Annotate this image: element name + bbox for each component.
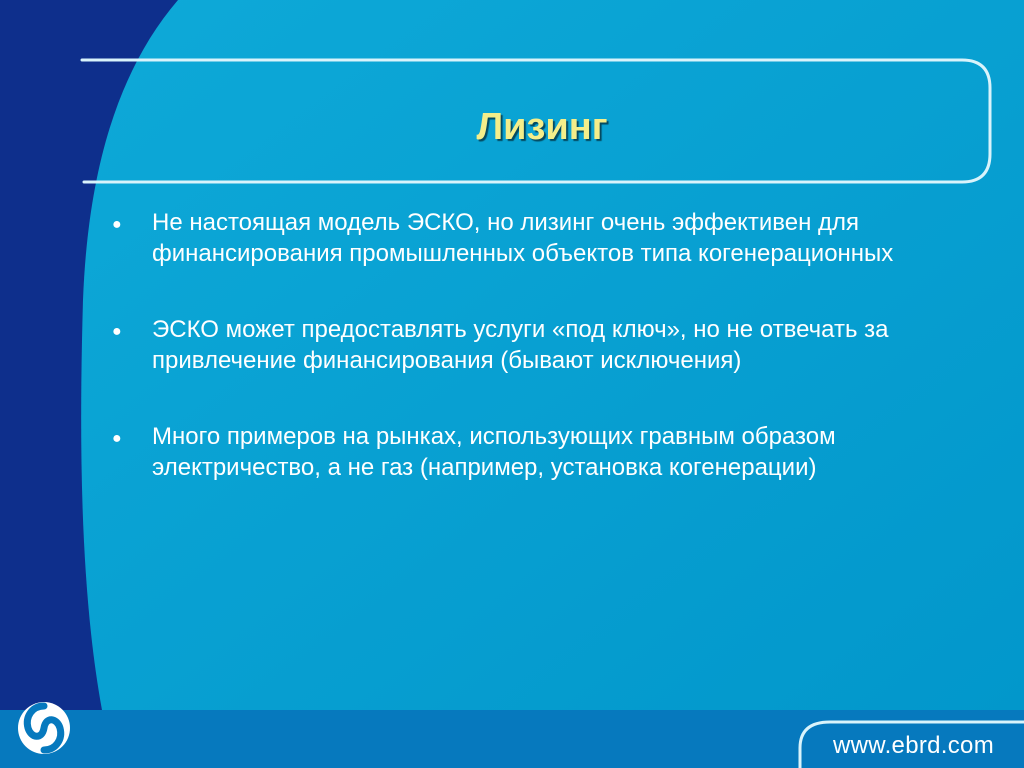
bullet-item	[110, 207, 970, 269]
bullet-item	[110, 314, 970, 376]
bullet-dot-icon: ●	[112, 216, 122, 233]
ebrd-logo-icon	[16, 700, 72, 756]
slide-title: Лизинг	[476, 106, 608, 148]
bullet-text: Много примеров на рынках, использующих гравным образом электричество, а не газ (например, установка когенерации)	[152, 423, 836, 481]
bullet-text: ЭСКО может предоставлять услуги «под ключ», но не отвечать за привлечение финансирования (бывают исключения)	[152, 316, 889, 374]
bullet-item	[110, 421, 970, 483]
footer-url[interactable]: www.ebrd.com	[833, 732, 994, 759]
bullet-text: Не настоящая модель ЭСКО, но лизинг очень эффективен для финансирования промышленных объектов типа когенерационных	[152, 209, 894, 267]
bullet-dot-icon: ●	[112, 323, 122, 340]
bullet-dot-icon: ●	[112, 430, 122, 447]
bullet-list	[110, 207, 970, 528]
